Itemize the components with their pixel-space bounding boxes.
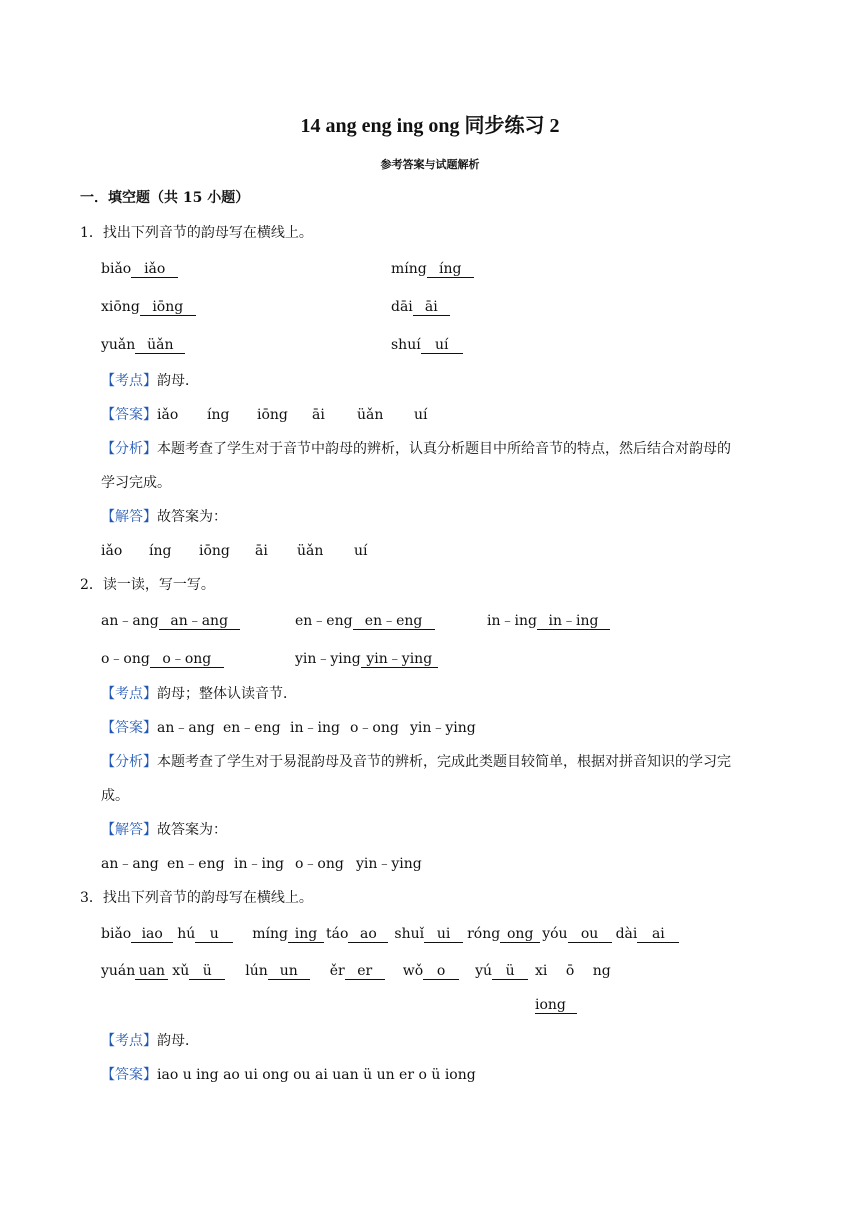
daan-value: iōng [257, 407, 288, 423]
q1-item [101, 300, 196, 316]
final-value: uí [354, 543, 368, 559]
daan-value: uí [414, 407, 428, 423]
q2-prompt: in﹣ing [487, 613, 537, 629]
q3-syllable: lún [245, 963, 268, 979]
kaodian-tag: 【考点】 [101, 373, 157, 389]
q2-prompt: o﹣ong [101, 651, 150, 667]
daan-value: an﹣ang [157, 720, 215, 736]
daan-value: o﹣ong [350, 720, 399, 736]
q2-item [295, 652, 438, 668]
jieda-text: 故答案为： [157, 509, 227, 525]
q1-stem: 1．找出下列音节的韵母写在横线上。 [80, 225, 313, 241]
q1-answer-blank: āi [413, 300, 450, 316]
fenxi-text: 本题考查了学生对于易混韵母及音节的辨析，完成此类题目较简单，根据对拼音知识的学习完 [157, 754, 731, 770]
q3-answer-blank: u [195, 927, 233, 943]
q3-answer-blank: uan [135, 964, 168, 980]
daan-tag: 【答案】 [101, 1067, 157, 1083]
q2-answer-blank: en﹣eng [353, 614, 435, 630]
daan-tag: 【答案】 [101, 407, 157, 423]
q2-daan [101, 721, 476, 735]
q3-answer-blank: iong [535, 998, 577, 1014]
final-value: íng [149, 543, 172, 559]
q2-kaodian [101, 687, 297, 701]
q2-item [487, 614, 610, 630]
q3-answer-blank: er [345, 964, 385, 980]
q2-prompt: en﹣eng [295, 613, 353, 629]
jieda-text: 故答案为： [157, 822, 227, 838]
daan-value: yin﹣ying [410, 720, 476, 736]
q1-item [391, 300, 450, 316]
q3-syllable: xǔ [172, 963, 190, 979]
fenxi-tag: 【分析】 [101, 441, 157, 457]
q3-syllable: wǒ [402, 963, 424, 979]
q3-daan [101, 1068, 476, 1082]
q3-answer-blank: ai [637, 927, 679, 943]
q1-item [391, 262, 474, 278]
q2-fenxi [101, 755, 731, 769]
q2-stem: 2．读一读，写一写。 [80, 577, 215, 593]
final-value: üǎn [297, 543, 324, 559]
q1-syllable: biǎo [101, 261, 132, 277]
final-value: an﹣ang [101, 856, 159, 872]
q3-syllable: shuǐ [394, 926, 425, 942]
q3-answer-blank: ou [568, 927, 612, 943]
q3-syllable: yú [475, 963, 493, 979]
q1-fenxi-cont: 学习完成。 [101, 475, 171, 491]
q3-answer-blank: ü [189, 964, 225, 980]
kaodian-tag: 【考点】 [101, 686, 157, 702]
q2-answer-blank: o﹣ong [150, 652, 224, 668]
q3-stem: 3．找出下列音节的韵母写在横线上。 [80, 890, 313, 906]
q2-final-answers [101, 857, 422, 871]
q3-answer-blank: iao [131, 927, 173, 943]
q1-answer-blank: iōng [140, 300, 196, 316]
q1-item [101, 338, 185, 354]
daan-value: āi [312, 407, 325, 423]
q1-answer-blank: iǎo [131, 262, 178, 278]
q1-answer-blank: íng [427, 262, 474, 278]
fenxi-text: 本题考查了学生对于音节中韵母的辨析，认真分析题目中所给音节的特点，然后结合对韵母的 [157, 441, 731, 457]
kaodian-text: 韵母． [157, 1033, 199, 1049]
final-value: āi [255, 543, 268, 559]
jieda-tag: 【解答】 [101, 822, 157, 838]
q3-answer-blank: o [423, 964, 459, 980]
q3-syllable: ěr [329, 963, 345, 979]
q3-syllable: yóu [542, 926, 568, 942]
q3-syllable: hú [177, 926, 196, 942]
q2-jieda [101, 823, 227, 837]
q1-final-answers [101, 544, 368, 558]
q2-item [101, 652, 224, 668]
q3-syllable: dài [615, 926, 638, 942]
q3-answer-blank: ong [500, 927, 540, 943]
q1-item [391, 338, 463, 354]
q3-syllable: míng [252, 926, 288, 942]
q2-item [295, 614, 435, 630]
daan-value: iǎo [157, 407, 179, 423]
q1-kaodian [101, 374, 199, 388]
q3-syllable: yuán [101, 963, 136, 979]
q3-answer-blank: ui [424, 927, 463, 943]
q1-daan [101, 408, 428, 422]
section-heading: 一．填空题（共 15 小题） [80, 190, 250, 206]
page-title: 14 ang eng ing ong 同步练习 2 [300, 115, 560, 137]
kaodian-text: 韵母；整体认读音节． [157, 686, 297, 702]
daan-value: in﹣ing [290, 720, 340, 736]
daan-value: en﹣eng [223, 720, 281, 736]
q1-item [101, 262, 178, 278]
q3-last-syllable: xi ō ng [535, 963, 611, 979]
daan-value: üǎn [357, 407, 384, 423]
q3-answer-blank: un [268, 964, 310, 980]
kaodian-tag: 【考点】 [101, 1033, 157, 1049]
q3-syllable: róng [467, 926, 501, 942]
q1-answer-blank: üǎn [135, 338, 185, 354]
q1-syllable: yuǎn [101, 337, 136, 353]
q3-last-answer [535, 998, 577, 1014]
q1-syllable: dāi [391, 299, 413, 315]
q3-syllable: táo [326, 926, 349, 942]
fenxi-tag: 【分析】 [101, 754, 157, 770]
q2-item [101, 614, 240, 630]
jieda-tag: 【解答】 [101, 509, 157, 525]
q1-syllable: shuí [391, 337, 421, 353]
q1-answer-blank: uí [421, 338, 463, 354]
final-value: yin﹣ying [356, 856, 422, 872]
q3-answer-blank: ü [492, 964, 528, 980]
q3-kaodian [101, 1034, 199, 1048]
q2-answer-blank: yin﹣ying [361, 652, 438, 668]
q1-jieda [101, 510, 227, 524]
kaodian-text: 韵母． [157, 373, 199, 389]
final-value: en﹣eng [167, 856, 225, 872]
q3-syllable: biǎo [101, 926, 132, 942]
q1-fenxi [101, 442, 731, 456]
final-value: in﹣ing [234, 856, 284, 872]
daan-tag: 【答案】 [101, 720, 157, 736]
q1-syllable: míng [391, 261, 427, 277]
q3-row1 [101, 927, 679, 943]
q2-prompt: yin﹣ying [295, 651, 361, 667]
q1-syllable: xiōng [101, 299, 140, 315]
q3-row2 [101, 964, 528, 980]
q3-answer-blank: ing [288, 927, 324, 943]
page-subtitle: 参考答案与试题解析 [380, 158, 480, 171]
q2-answer-blank: in﹣ing [537, 614, 610, 630]
daan-value: íng [207, 407, 230, 423]
final-value: iǎo [101, 543, 123, 559]
daan-text: iao u ing ao ui ong ou ai uan ü un er o ü iong [157, 1067, 476, 1083]
final-value: iōng [199, 543, 230, 559]
q2-prompt: an﹣ang [101, 613, 159, 629]
q3-answer-blank: ao [348, 927, 388, 943]
q2-fenxi-cont: 成。 [101, 788, 129, 804]
final-value: o﹣ong [295, 856, 344, 872]
q2-answer-blank: an﹣ang [159, 614, 240, 630]
